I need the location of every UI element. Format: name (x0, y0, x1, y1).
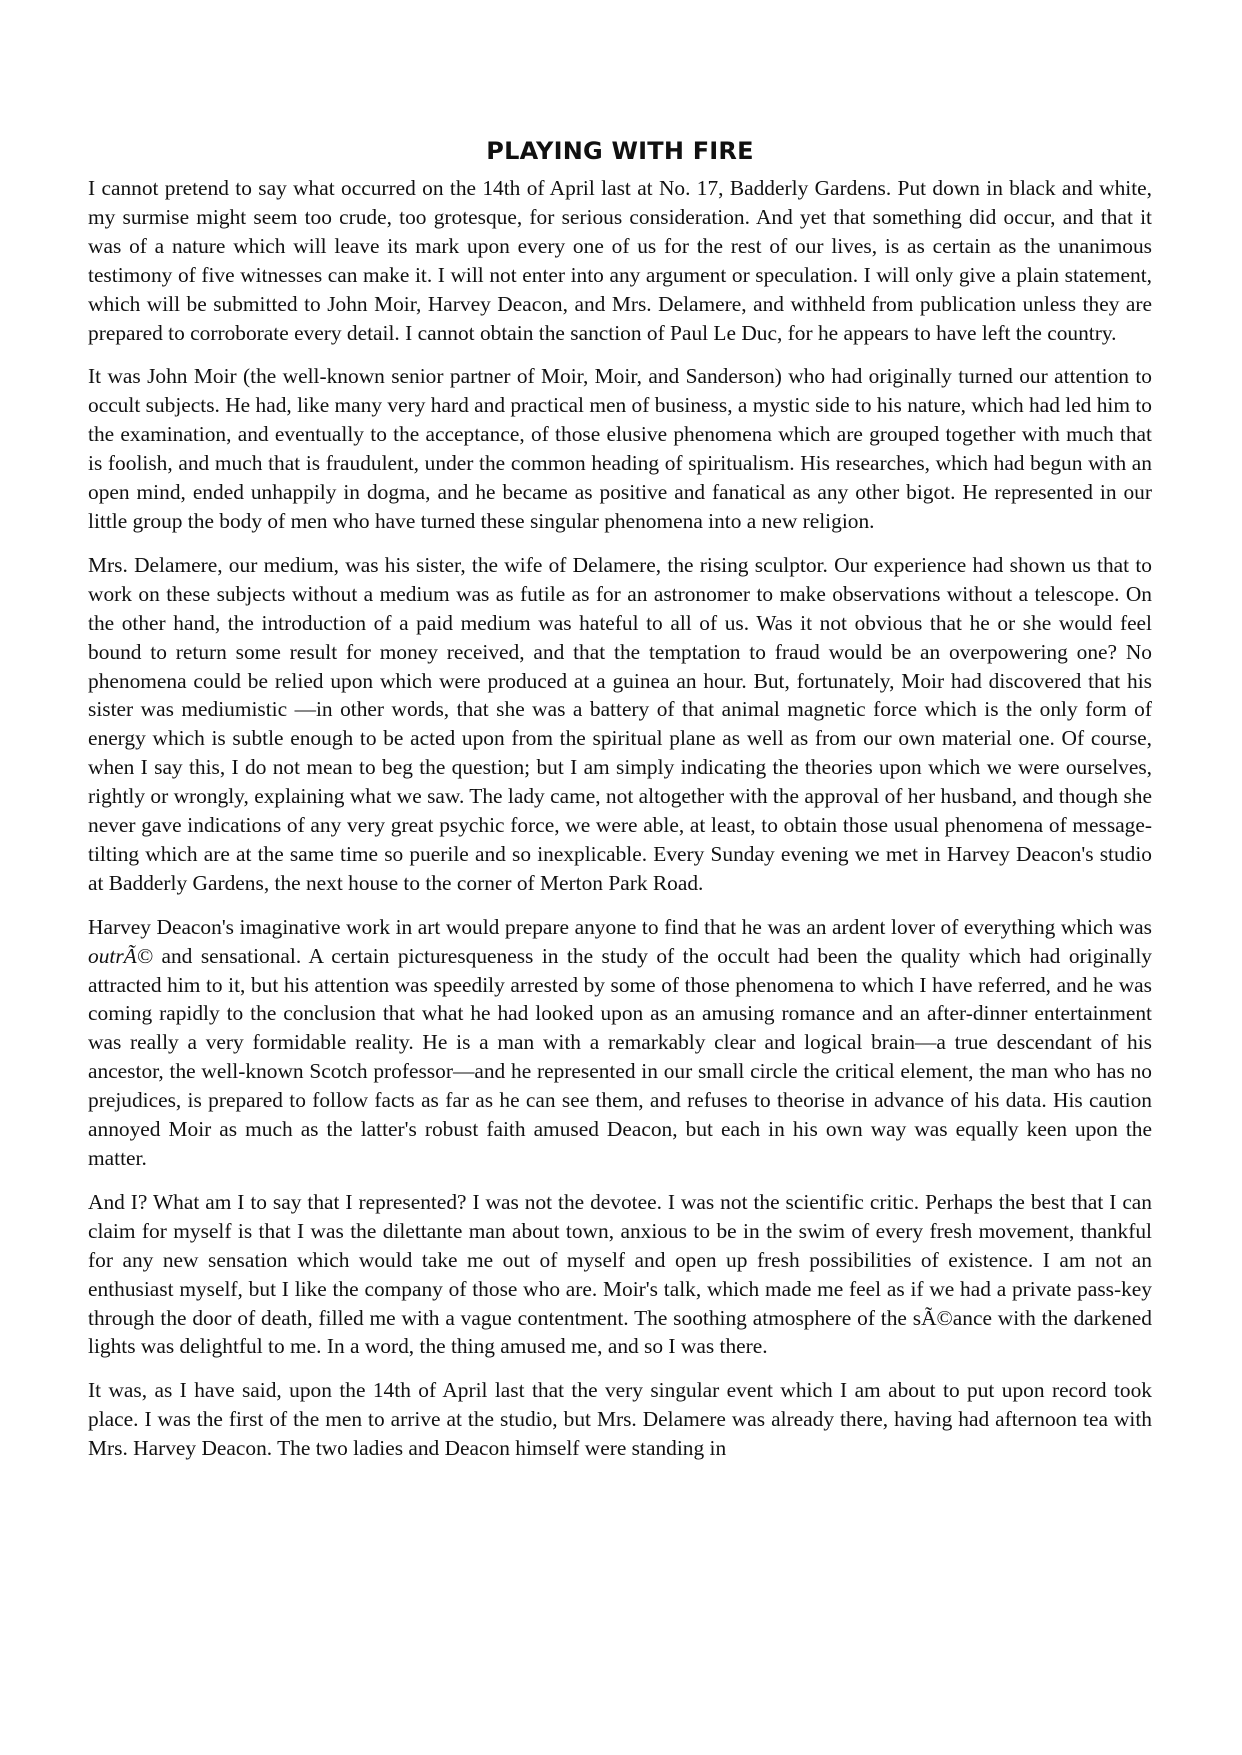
italic-word-outre: outrÃ© (88, 943, 153, 968)
paragraph-2: It was John Moir (the well-known senior partner of Moir, Moir, and Sanderson) who had originally turned our attention to occult subjects. He had, like many very hard and practical men of business, a mystic side to his nature, which had led him to the examination, and eventually to the acceptance, of those elusive phenomena which are grouped together with much that is foolish, and much that is fraudulent, under the common heading of spiritualism. His researches, which had begun with an open mind, ended unhappily in dogma, and he became as positive and fanatical as any other bigot. He represented in our little group the body of men who have turned these singular phenomena into a new religion. (88, 364, 1152, 533)
paragraph-6: It was, as I have said, upon the 14th of April last that the very singular event which I am about to put upon record took place. I was the first of the men to arrive at the studio, but Mrs. Delamere was already there, having had afternoon tea with Mrs. Harvey Deacon. The two ladies and Deacon himself were standing in (88, 1378, 1152, 1461)
paragraph-1: I cannot pretend to say what occurred on the 14th of April last at No. 17, Badderly Gardens. Put down in black and white, my surmise might seem too crude, too grotesque, for serious consideration. And yet that something did occur, and that it was of a nature which will leave its mark upon every one of us for the rest of our lives, is as certain as the unanimous testimony of five witnesses can make it. I will not enter into any argument or speculation. I will only give a plain statement, which will be submitted to John Moir, Harvey Deacon, and Mrs. Delamere, and withheld from publication unless they are prepared to corroborate every detail. I cannot obtain the sanction of Paul Le Duc, for he appears to have left the country. (88, 176, 1152, 345)
document-page (88, 134, 1152, 1463)
paragraph-4-text-after: and sensational. A certain picturesqueness in the study of the occult had been the quality which had originally attracted him to it, but his attention was speedily arrested by some of those phenomena to which I have referred, and he was coming rapidly to the conclusion that what he had looked upon as an amusing romance and an after-dinner entertainment was really a very formidable reality. He is a man with a remarkably clear and logical brain—a true descendant of his ancestor, the well-known Scotch professor—and he represented in our small circle the critical element, the man who has no prejudices, is prepared to follow facts as far as he can see them, and refuses to theorise in advance of his data. His caution annoyed Moir as much as the latter's robust faith amused Deacon, but each in his own way was equally keen upon the matter. (88, 943, 1152, 1170)
paragraph-4 (88, 913, 1152, 1173)
paragraph-3: Mrs. Delamere, our medium, was his sister, the wife of Delamere, the rising sculptor. Our experience had shown us that to work on these subjects without a medium was as futile as for an astronomer to make observations without a telescope. On the other hand, the introduction of a paid medium was hateful to all of us. Was it not obvious that he or she would feel bound to return some result for money received, and that the temptation to fraud would be an overpowering one? No phenomena could be relied upon which were produced at a guinea an hour. But, fortunately, Moir had discovered that his sister was mediumistic —in other words, that she was a battery of that animal magnetic force which is the only form of energy which is subtle enough to be acted upon from the spiritual plane as well as from our own material one. Of course, when I say this, I do not mean to beg the question; but I am simply indicating the theories upon which we were ourselves, rightly or wrongly, explaining what we saw. The lady came, not altogether with the approval of her husband, and though she never gave indications of any very great psychic force, we were able, at least, to obtain those usual phenomena of message-tilting which are at the same time so puerile and so inexplicable. Every Sunday evening we met in Harvey Deacon's studio at Badderly Gardens, the next house to the corner of Merton Park Road. (88, 552, 1152, 895)
paragraph-5: And I? What am I to say that I represented? I was not the devotee. I was not the scientific critic. Perhaps the best that I can claim for myself is that I was the dilettante man about town, anxious to be in the swim of every fresh movement, thankful for any new sensation which would take me out of myself and open up fresh possibilities of existence. I am not an enthusiast myself, but I like the company of those who are. Moir's talk, which made me feel as if we had a private pass-key through the door of death, filled me with a vague contentment. The soothing atmosphere of the sÃ©ance with the darkened lights was delightful to me. In a word, the thing amused me, and so I was there. (88, 1189, 1152, 1359)
paragraph-4-text-before: Harvey Deacon's imaginative work in art would prepare anyone to find that he was an ardent lover of everything which was (88, 914, 1152, 939)
document-title: PLAYING WITH FIRE (486, 137, 754, 165)
